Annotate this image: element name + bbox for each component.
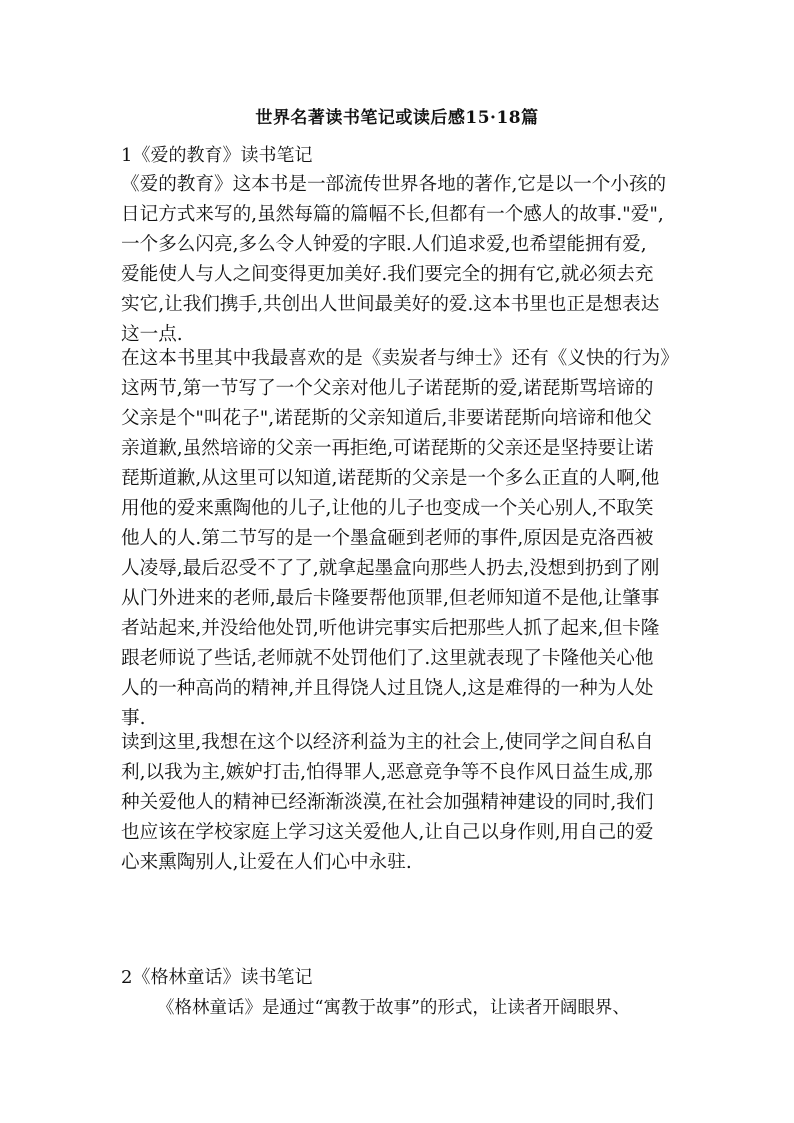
paragraph-line: 心来熏陶别人,让爱在人们心中永驻.	[121, 852, 412, 873]
paragraph-line: 读到这里,我想在这个以经济利益为主的社会上,使同学之间自私自	[121, 732, 654, 753]
paragraph-line: 一个多么闪亮,多么令人钟爱的字眼.人们追求爱,也希望能拥有爱,	[121, 234, 647, 255]
paragraph-line: 父亲是个"叫花子",诺琵斯的父亲知道后,非要诺琵斯向培谛和他父	[121, 408, 652, 429]
section-heading-love-education: 1《爱的教育》读书笔记	[121, 145, 313, 166]
paragraph-line: 跟老师说了些话,老师就不处罚他们了.这里就表现了卡隆他关心他	[121, 648, 654, 669]
paragraph-line: 也应该在学校家庭上学习这关爱他人,让自己以身作则,用自己的爱	[121, 822, 654, 843]
paragraph-line: 人的一种高尚的精神,并且得饶人过且饶人,这是难得的一种为人处	[121, 678, 654, 699]
paragraph-line: 利,以我为主,嫉妒打击,怕得罪人,恶意竞争等不良作风日益生成,那	[121, 762, 653, 783]
document-title: 世界名著读书笔记或读后感15·18篇	[255, 108, 539, 128]
paragraph-line: 种关爱他人的精神已经渐渐淡漠,在社会加强精神建设的同时,我们	[121, 792, 654, 813]
section-heading-grimm-tales: 2《格林童话》读书笔记	[121, 967, 313, 988]
paragraph-line: 者站起来,并没给他处罚,听他讲完事实后把那些人抓了起来,但卡隆	[121, 618, 660, 639]
paragraph-line: 《爱的教育》这本书是一部流传世界各地的著作,它是以一个小孩的	[121, 174, 667, 195]
paragraph-line: 事.	[121, 708, 146, 729]
paragraph-line: 实它,让我们携手,共创出人世间最美好的爱.这本书里也正是想表达	[121, 294, 660, 315]
paragraph-line: 用他的爱来熏陶他的儿子,让他的儿子也变成一个关心别人,不取笑	[121, 498, 654, 519]
paragraph-line: 在这本书里其中我最喜欢的是《卖炭者与绅士》还有《义快的行为》	[121, 348, 679, 369]
paragraph-line: 他人的人.第二节写的是一个墨盒砸到老师的事件,原因是克洛西被	[121, 528, 654, 549]
paragraph-line: 亲道歉,虽然培谛的父亲一再拒绝,可诺琵斯的父亲还是坚持要让诺	[121, 438, 654, 459]
paragraph-line: 《格林童话》是通过“寓教于故事”的形式，让读者开阔眼界、	[157, 998, 630, 1018]
paragraph-line: 这两节,第一节写了一个父亲对他儿子诺琵斯的爱,诺琵斯骂培谛的	[121, 378, 654, 399]
paragraph-line: 人凌辱,最后忍受不了了,就拿起墨盒向那些人扔去,没想到扔到了刚	[121, 558, 660, 579]
paragraph-line: 从门外进来的老师,最后卡隆要帮他顶罪,但老师知道不是他,让肇事	[121, 588, 660, 609]
paragraph-line: 日记方式来写的,虽然每篇的篇幅不长,但都有一个感人的故事."爱",	[121, 204, 664, 225]
paragraph-line: 这一点.	[121, 324, 183, 345]
paragraph-line: 爱能使人与人之间变得更加美好.我们要完全的拥有它,就必须去充	[121, 264, 654, 285]
paragraph-line: 琵斯道歉,从这里可以知道,诺琵斯的父亲是一个多么正直的人啊,他	[121, 468, 660, 489]
